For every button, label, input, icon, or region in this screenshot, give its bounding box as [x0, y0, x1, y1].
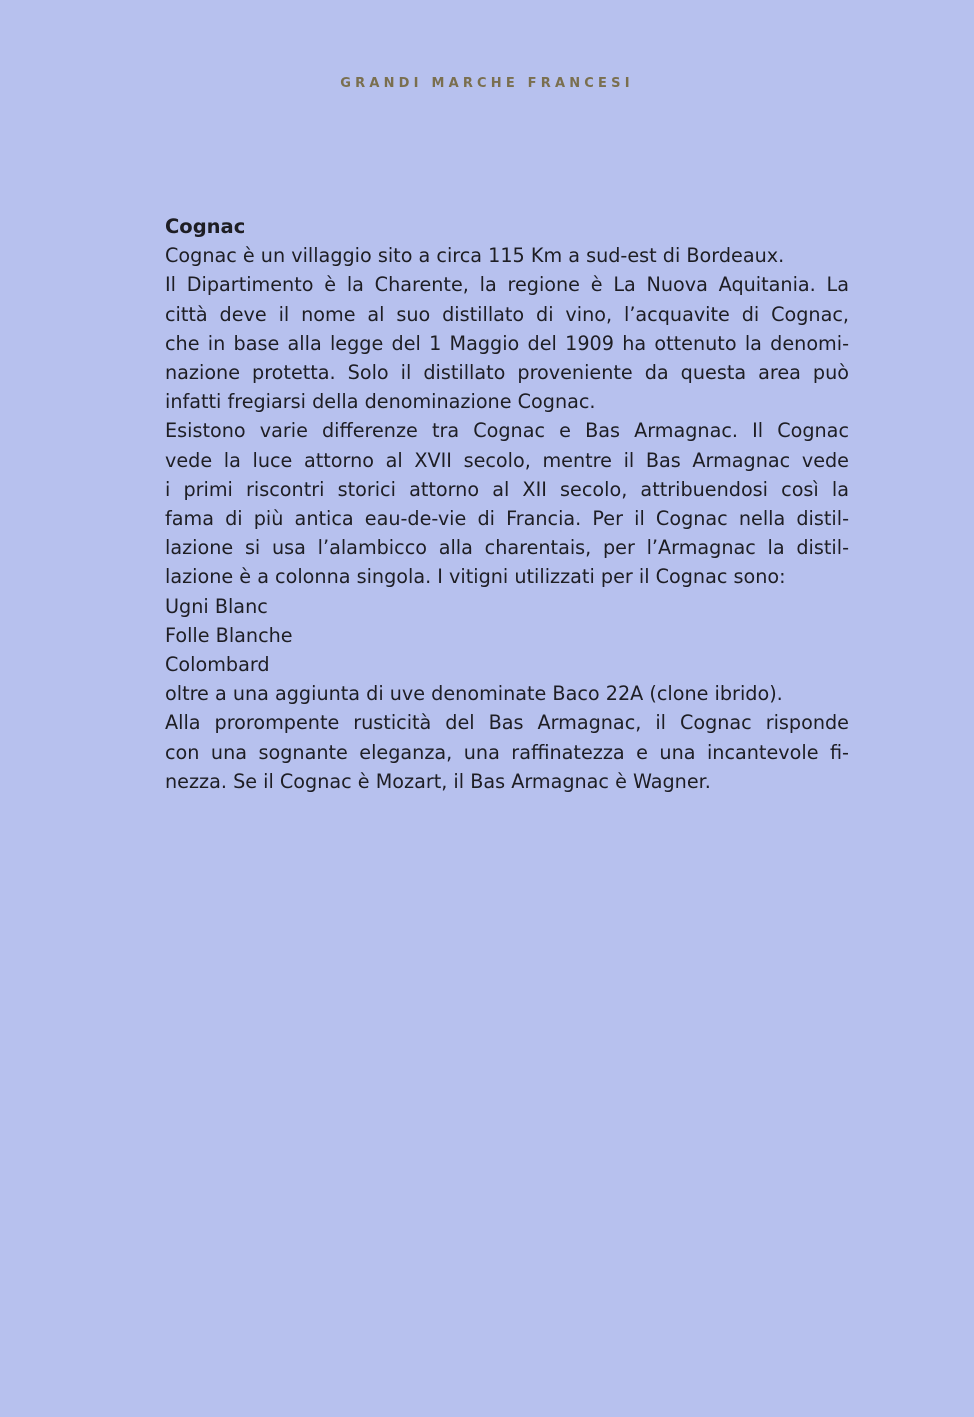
body-line: nazione protetta. Solo il distillato proveniente da questa area può	[165, 361, 849, 385]
body-line: lazione è a colonna singola. I vitigni utilizzati per il Cognac sono:	[165, 565, 786, 589]
running-header: GRANDI MARCHE FRANCESI	[340, 76, 634, 91]
body-line: con una sognante eleganza, una raffinatezza e una incantevole fi-	[165, 740, 849, 764]
body-line: vede la luce attorno al XVII secolo, mentre il Bas Armagnac vede	[165, 448, 849, 472]
article-body	[165, 212, 849, 796]
body-line: i primi riscontri storici attorno al XII secolo, attribuendosi così la	[165, 477, 849, 501]
body-line: oltre a una aggiunta di uve denominate Baco 22A (clone ibrido).	[165, 682, 783, 706]
body-line: infatti fregiarsi della denominazione Cognac.	[165, 390, 596, 414]
grape-list-item: Folle Blanche	[165, 623, 293, 647]
body-line: Cognac è un villaggio sito a circa 115 Km a sud-est di Bordeaux.	[165, 244, 785, 268]
body-line: Esistono varie differenze tra Cognac e Bas Armagnac. Il Cognac	[165, 419, 849, 443]
body-line: Alla prorompente rusticità del Bas Armagnac, il Cognac risponde	[165, 711, 849, 735]
body-line: città deve il nome al suo distillato di vino, l’acquavite di Cognac,	[165, 302, 849, 326]
grape-list-item: Colombard	[165, 653, 270, 677]
body-line: fama di più antica eau-de-vie di Francia. Per il Cognac nella distil-	[165, 507, 849, 531]
body-line: nezza. Se il Cognac è Mozart, il Bas Armagnac è Wagner.	[165, 769, 711, 793]
article-heading: Cognac	[165, 215, 246, 238]
body-line: lazione si usa l’alambicco alla charentais, per l’Armagnac la distil-	[165, 536, 849, 560]
grape-list-item: Ugni Blanc	[165, 594, 268, 618]
body-line: che in base alla legge del 1 Maggio del 1909 ha ottenuto la denomi-	[165, 331, 849, 355]
body-line: Il Dipartimento è la Charente, la regione è La Nuova Aquitania. La	[165, 273, 849, 297]
